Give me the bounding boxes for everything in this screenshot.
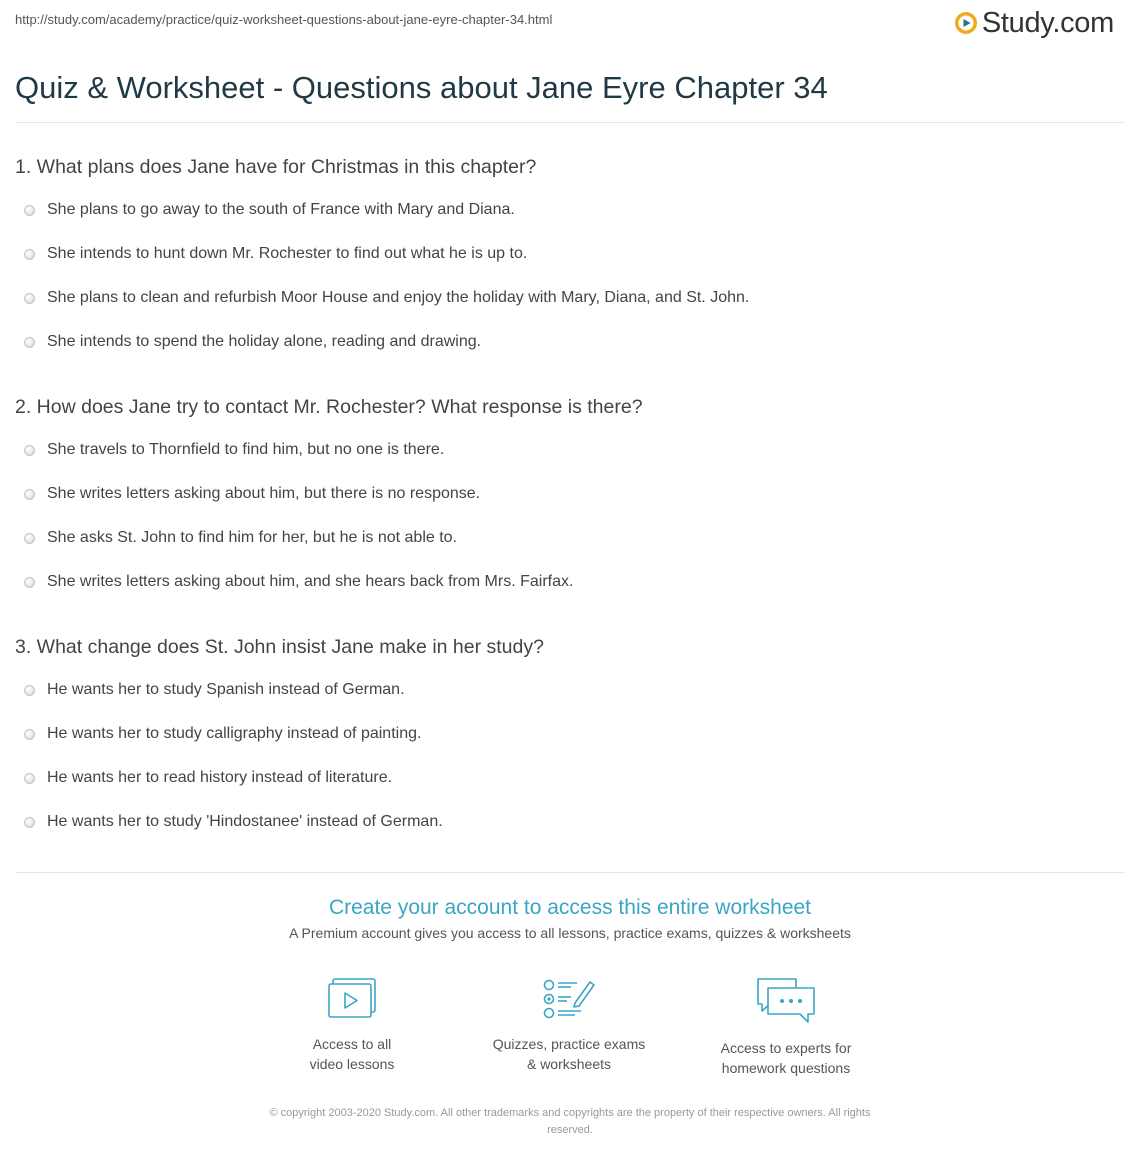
question-3 xyxy=(15,636,1115,830)
question-1 xyxy=(15,156,1115,350)
option-text: She intends to hunt down Mr. Rochester to find out what he is up to. xyxy=(47,245,528,262)
question-2-option-2[interactable] xyxy=(15,484,480,504)
question-3-title: 3. What change does St. John insist Jane make in her study? xyxy=(15,636,544,658)
question-3-option-1[interactable] xyxy=(15,680,405,700)
radio-button[interactable] xyxy=(24,249,35,260)
question-1-option-4[interactable] xyxy=(15,332,481,352)
feature-label-line: video lessons xyxy=(309,1056,395,1072)
question-2-option-4[interactable] xyxy=(15,572,573,592)
option-text: He wants her to study 'Hindostanee' instead of German. xyxy=(47,813,443,830)
feature-label-line: Access to all xyxy=(312,1036,392,1052)
study-logo-text: Study.com xyxy=(981,6,1114,39)
study-logo-icon xyxy=(954,11,978,35)
radio-button[interactable] xyxy=(24,773,35,784)
radio-button[interactable] xyxy=(24,577,35,588)
copyright-line: reserved. xyxy=(547,1124,593,1136)
feature-experts xyxy=(686,976,886,1078)
radio-button[interactable] xyxy=(24,817,35,828)
feature-label xyxy=(252,1034,452,1074)
option-text: He wants her to read history instead of literature. xyxy=(47,769,393,786)
option-text: He wants her to study calligraphy instead of painting. xyxy=(47,725,422,742)
feature-label-line: Access to experts for xyxy=(720,1040,852,1056)
premium-description: A Premium account gives you access to all lessons, practice exams, quizzes & worksheets xyxy=(289,925,851,941)
chat-bubbles-icon xyxy=(754,976,818,1026)
quiz-checklist-icon xyxy=(541,976,597,1022)
feature-label xyxy=(469,1034,669,1074)
question-2 xyxy=(15,396,1115,590)
feature-label-line: homework questions xyxy=(721,1060,851,1076)
option-text: She asks St. John to find him for her, but he is not able to. xyxy=(47,529,458,546)
radio-button[interactable] xyxy=(24,489,35,500)
feature-label-line: & worksheets xyxy=(526,1056,612,1072)
title-divider xyxy=(15,122,1125,123)
option-text: He wants her to study Spanish instead of German. xyxy=(47,681,405,698)
copyright-footer xyxy=(210,1105,930,1139)
question-3-option-2[interactable] xyxy=(15,724,421,744)
question-2-option-3[interactable] xyxy=(15,528,457,548)
radio-button[interactable] xyxy=(24,729,35,740)
study-logo[interactable] xyxy=(954,6,1114,40)
option-text: She intends to spend the holiday alone, reading and drawing. xyxy=(47,333,482,350)
feature-video-lessons xyxy=(252,976,452,1074)
radio-button[interactable] xyxy=(24,205,35,216)
option-text: She travels to Thornfield to find him, but no one is there. xyxy=(47,441,445,458)
feature-label-line: Quizzes, practice exams xyxy=(492,1036,646,1052)
question-1-option-1[interactable] xyxy=(15,200,515,220)
question-1-title: 1. What plans does Jane have for Christmas in this chapter? xyxy=(15,156,537,178)
create-account-link[interactable]: Create your account to access this entire worksheet xyxy=(328,896,812,919)
question-1-option-3[interactable] xyxy=(15,288,749,308)
question-2-option-1[interactable] xyxy=(15,440,444,460)
radio-button[interactable] xyxy=(24,337,35,348)
section-divider xyxy=(15,872,1125,873)
option-text: She writes letters asking about him, and she hears back from Mrs. Fairfax. xyxy=(47,573,574,590)
page-title: Quiz & Worksheet - Questions about Jane Eyre Chapter 34 xyxy=(15,70,828,105)
radio-button[interactable] xyxy=(24,445,35,456)
question-1-option-2[interactable] xyxy=(15,244,527,264)
radio-button[interactable] xyxy=(24,685,35,696)
option-text: She writes letters asking about him, but there is no response. xyxy=(47,485,481,502)
question-3-option-3[interactable] xyxy=(15,768,392,788)
video-lesson-icon xyxy=(326,976,378,1022)
copyright-line: © copyright 2003-2020 Study.com. All other trademarks and copyrights are the property of their respective owners. All rights xyxy=(269,1107,871,1119)
page-url[interactable]: http://study.com/academy/practice/quiz-worksheet-questions-about-jane-eyre-chapter-34.html xyxy=(15,12,553,27)
feature-label xyxy=(686,1038,886,1078)
option-text: She plans to go away to the south of France with Mary and Diana. xyxy=(47,201,515,218)
feature-quizzes xyxy=(469,976,669,1074)
radio-button[interactable] xyxy=(24,293,35,304)
radio-button[interactable] xyxy=(24,533,35,544)
question-3-option-4[interactable] xyxy=(15,812,443,832)
question-2-title: 2. How does Jane try to contact Mr. Rochester? What response is there? xyxy=(15,396,643,418)
top-bar xyxy=(0,0,1140,44)
option-text: She plans to clean and refurbish Moor House and enjoy the holiday with Mary, Diana, and St. John. xyxy=(47,289,750,306)
